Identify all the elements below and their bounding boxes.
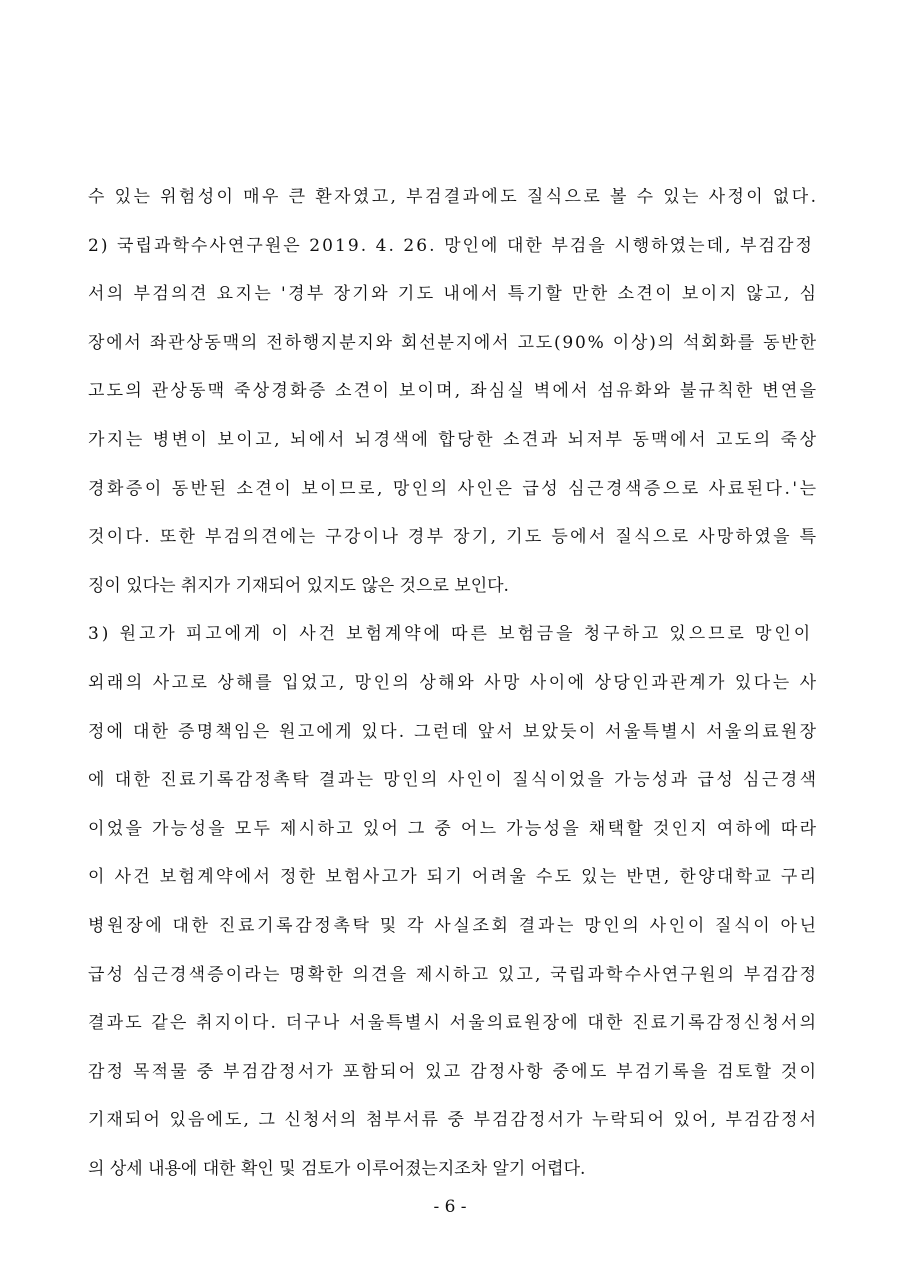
text-line: 외래의 사고로 상해를 입었고, 망인의 상해와 사망 사이에 상당인과관계가 있다는 사 (88, 673, 819, 693)
text-line: 이었을 가능성을 모두 제시하고 있어 그 중 어느 가능성을 채택할 것인지 여하에 따라 (88, 818, 819, 839)
text-line: 의 상세 내용에 대한 확인 및 검토가 이루어졌는지조차 알기 어렵다. (88, 1159, 586, 1179)
text-line: 가지는 병변이 보이고, 뇌에서 뇌경색에 합당한 소견과 뇌저부 동맥에서 고도의 죽상 (88, 430, 819, 450)
text-line: 병원장에 대한 진료기록감정촉탁 및 각 사실조회 결과는 망인의 사인이 질식이 아닌 (88, 916, 819, 936)
text-line: 경화증이 동반된 소견이 보이므로, 망인의 사인은 급성 심근경색증으로 사료된다.'는 (88, 478, 819, 499)
text-line: 정에 대한 증명책임은 원고에게 있다. 그런데 앞서 보았듯이 서울특별시 서울의료원장 (88, 721, 819, 742)
text-line: 장에서 좌관상동맥의 전하행지분지와 회선분지에서 고도(90% 이상)의 석회화를 동반한 (88, 332, 818, 353)
text-line: 징이 있다는 취지가 기재되어 있지도 않은 것으로 보인다. (88, 575, 509, 596)
text-line: 기재되어 있음에도, 그 신청서의 첨부서류 중 부검감정서가 누락되어 있어, 부검감정서 (88, 1110, 819, 1131)
text-line: 3) 원고가 피고에게 이 사건 보험계약에 따른 보험금을 청구하고 있으므로 망인이 (88, 624, 814, 645)
text-line: 고도의 관상동맥 죽상경화증 소견이 보이며, 좌심실 벽에서 섬유화와 불규칙한 변연을 (88, 381, 819, 402)
text-line: 결과도 같은 취지이다. 더구나 서울특별시 서울의료원장에 대한 진료기록감정신청서의 (88, 1013, 819, 1034)
text-line: 것이다. 또한 부검의견에는 구강이나 경부 장기, 기도 등에서 질식으로 사망하였을 특 (88, 527, 819, 548)
text-line: 급성 심근경색증이라는 명확한 의견을 제시하고 있고, 국립과학수사연구원의 부검감정 (88, 964, 819, 985)
text-line: 서의 부검의견 요지는 '경부 장기와 기도 내에서 특기할 만한 소견이 보이지 않고, 심 (88, 284, 819, 305)
text-line: 감정 목적물 중 부검감정서가 포함되어 있고 감정사항 중에도 부검기록을 검토할 것이 (88, 1061, 819, 1082)
text-line: 이 사건 보험계약에서 정한 보험사고가 되기 어려울 수도 있는 반면, 한양대학교 구리 (88, 867, 819, 888)
text-line: 에 대한 진료기록감정촉탁 결과는 망인의 사인이 질식이었을 가능성과 급성 심근경색 (88, 770, 819, 791)
text-line: 2) 국립과학수사연구원은 2019. 4. 26. 망인에 대한 부검을 시행하였는데, 부검감정 (88, 235, 814, 256)
text-line: 수 있는 위험성이 매우 큰 환자였고, 부검결과에도 질식으로 볼 수 있는 사정이 없다. (88, 187, 819, 207)
page-number: - 6 - (433, 1197, 467, 1217)
